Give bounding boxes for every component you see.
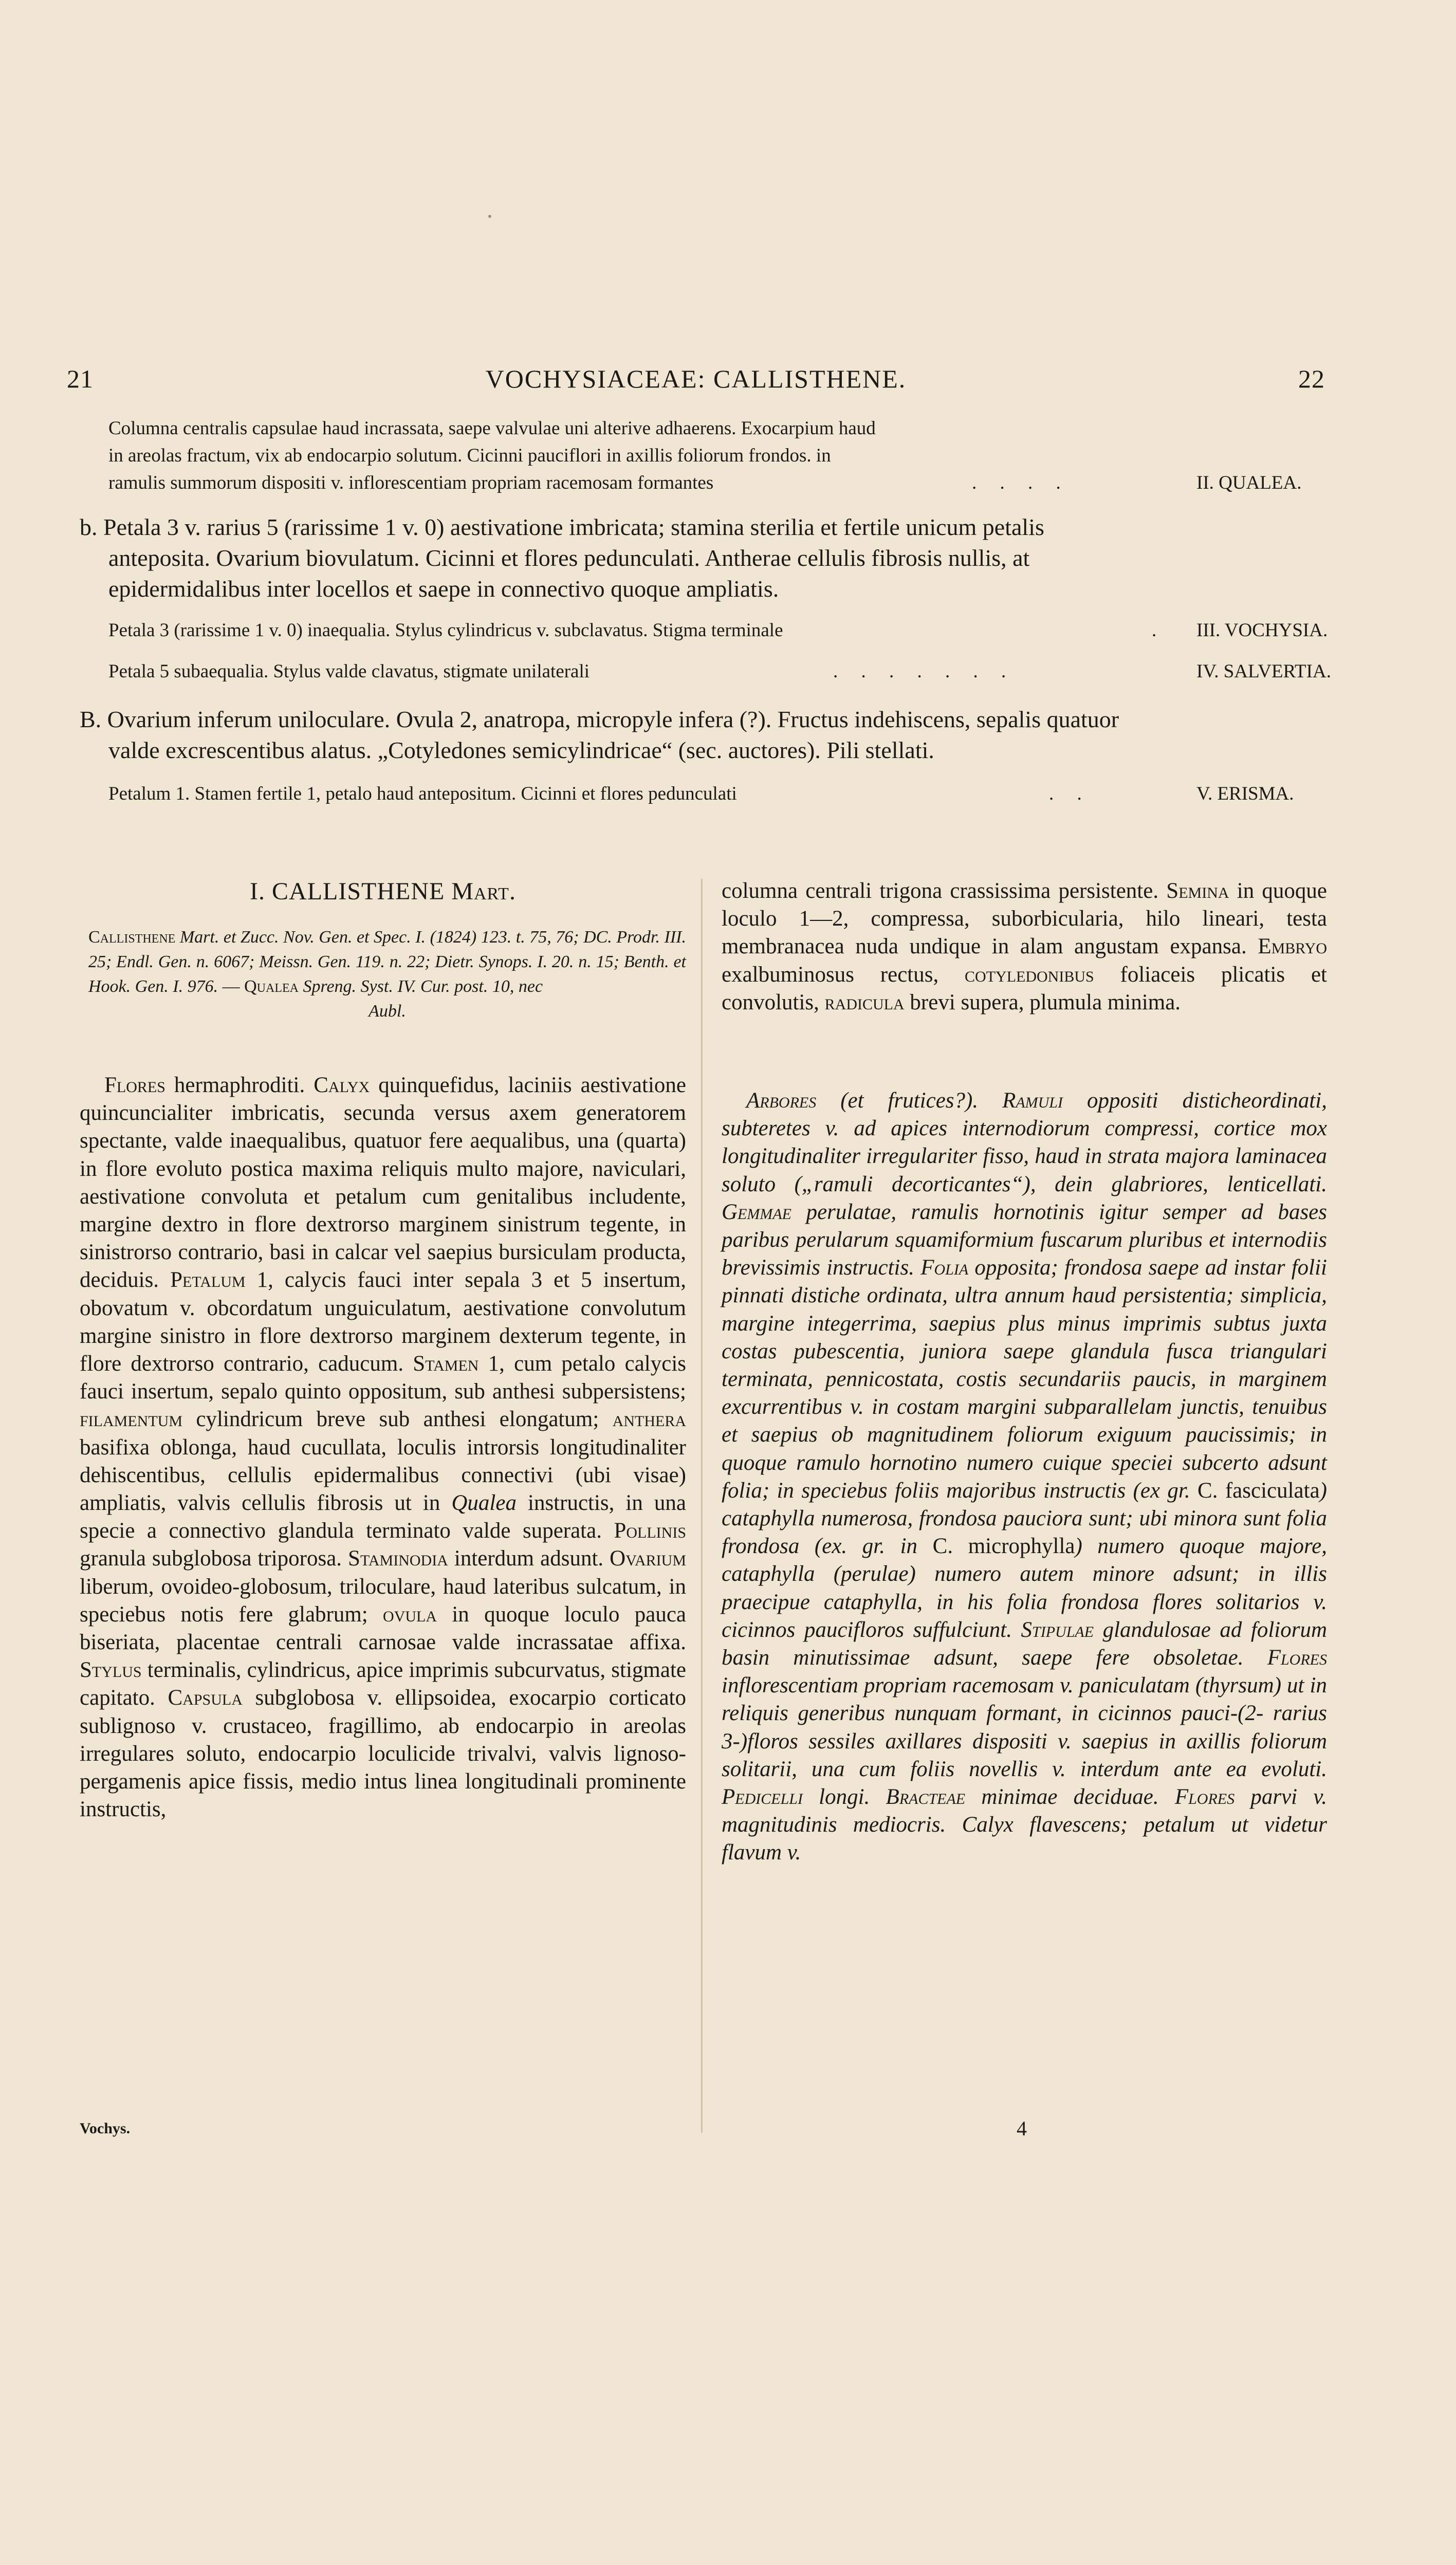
- genus-description-right-top: [722, 877, 1327, 1017]
- key-salvertia-line: [108, 658, 1331, 685]
- genus-description-left: [80, 1072, 686, 1823]
- key-qualea-genus: II. QUALEA.: [1196, 472, 1302, 493]
- key-qualea-line-3: [108, 469, 1302, 496]
- key-erisma-text: Petalum 1. Stamen fertile 1, petalo haud antepositum. Cicinni et flores pedunculati: [108, 783, 737, 804]
- key-qualea-line-1: Columna centralis capsulae haud incrassata, saepe valvulae uni alterive adhaerens. Exocarpium haud: [108, 418, 876, 439]
- column-divider: [701, 879, 703, 2133]
- description-right-top-text: columna centrali trigona crassissima persistente. Semina in quoque loculo 1—2, compressa, suborbicularia, hilo lineari, testa membranacea nuda undique in alam angustam expansa. Embryo exalbuminosus rectus, cotyledonibus foliaceis plicatis et convolutis, radicula brevi supera, plumula minima.: [722, 879, 1328, 1014]
- key-vochysia-line: [108, 617, 1328, 644]
- running-title: VOCHYSIACEAE: CALLISTHENE.: [485, 364, 907, 393]
- key-b-line-1: b. Petala 3 v. rarius 5 (rarissime 1 v. 0) aestivatione imbricata; stamina sterilia et fertile unicum petalis: [80, 514, 1044, 540]
- key-erisma-genus: V. ERISMA.: [1196, 783, 1294, 804]
- genus-author: Mart.: [451, 878, 516, 905]
- key-B-line-2: valde excrescentibus alatus. „Cotyledones semicylindricae“ (sec. auctores). Pili stellati.: [108, 737, 934, 763]
- running-header: [67, 364, 1325, 400]
- synonymy-text: Callisthene Mart. et Zucc. Nov. Gen. et Spec. I. (1824) 123. t. 75, 76; DC. Prodr. III. 25; Endl. Gen. n. 6067; Meissn. Gen. 119. n. 22; Dietr. Synops. I. 20. n. 15; Benth. et Hook. Gen. I. 976. — Qualea Spreng. Syst. IV. Cur. post. 10, nec: [88, 928, 687, 996]
- key-erisma-dots: . .: [1049, 783, 1091, 804]
- genus-name: I. CALLISTHENE: [250, 878, 445, 905]
- key-erisma-line: [108, 780, 1294, 807]
- synonymy-last-line: Aubl.: [368, 1002, 406, 1021]
- key-qualea-line-3-text: ramulis summorum dispositi v. inflorescentiam propriam racemosam formantes: [108, 472, 714, 493]
- sheet-number: 4: [1017, 2117, 1027, 2140]
- description-right-text: Arbores (et frutices?). Ramuli oppositi disticheordinati, subteretes v. ad apices internodiorum compressi, cortice mox longitudinaliter irregulariter fisso, haud in strata majora laminacea soluto („ramuli decorticantes“), dein glabriores, lenticellati. Gemmae perulatae, ramulis hornotinis igitur semper ad bases paribus perularum squamiformium fuscarum pluribus et internodiis brevissimis instructis. Folia opposita; frondosa saepe ad instar folii pinnati distiche ordinata, ultra annum haud persistentia; simplicia, margine integerrima, saepius plus minus imprimis subtus juxta costas pubescentia, juniora saepe glandula fusca triangulari terminata, pennicostata, costis secundariis paucis, in marginem excurrentibus v. in costam margini subparallelam junctis, tenuibus et saepius ob magnitudinem foliorum exiguum paucissimis; in quoque ramulo hornotino numero cuique speciei subcerto adsunt folia; in speciebus foliis majoribus instructis (ex gr. C. fasciculata) cataphylla numerosa, frondosa pauciora sunt; ubi minora sunt folia frondosa (ex. gr. in C. microphylla) numero quoque majore, cataphylla (perulae) numero autem minore adsunt; in illis praecipue cataphylla, in his folia frondosa flores solitarios v. cicinnos paucifloros suffulciunt. Stipulae glandulosae ad foliorum basin minutissimae adsunt, saepe fere obsoletae. Flores inflorescentiam propriam racemosam v. paniculatam (thyrsum) ut in reliquis generibus nunquam formant, in cicinnos pauci-(2- rarius 3-)floros sessiles axillares dispositi v. saepius in axillis foliorum solitarii, una cum foliis novellis v. interdum ante ea evoluti. Pedicelli longi. Bracteae minimae deciduae. Flores parvi v. magnitudinis mediocris. Calyx flavescens; petalum ut videtur flavum v.: [722, 1088, 1327, 1865]
- key-salvertia-dots: . . . . . . .: [833, 661, 1016, 682]
- key-salvertia-genus: IV. SALVERTIA.: [1196, 661, 1331, 682]
- key-b-line-3: epidermidalibus inter locellos et saepe in connectivo quoque ampliatis.: [108, 576, 779, 602]
- key-qualea-dots: . . . .: [972, 472, 1070, 493]
- page-number-right: 22: [1298, 364, 1325, 393]
- genus-description-right: [722, 1087, 1327, 1867]
- signature-mark: Vochys.: [80, 2120, 131, 2137]
- synonymy-block: [88, 925, 686, 1024]
- key-qualea-line-2: in areolas fractum, vix ab endocarpio solutum. Cicinni pauciflori in axillis foliorum frondos. in: [108, 445, 831, 466]
- key-B-line-1: B. Ovarium inferum uniloculare. Ovula 2, anatropa, micropyle infera (?). Fructus indehiscens, sepalis quatuor: [80, 706, 1119, 732]
- key-vochysia-genus: III. VOCHYSIA.: [1196, 620, 1328, 641]
- key-vochysia-dots: .: [1152, 620, 1157, 641]
- key-vochysia-text: Petala 3 (rarissime 1 v. 0) inaequalia. Stylus cylindricus v. subclavatus. Stigma terminale: [108, 620, 783, 641]
- speck-mark: [488, 215, 491, 218]
- description-left-text: Flores hermaphroditi. Calyx quinquefidus, laciniis aestivatione quincuncialiter imbricatis, secunda versus axem generatorem spectante, valde inaequalibus, quatuor fere aequalibus, una (quarta) in flore evoluto postica maxima reliquis multo majore, naviculari, aestivatione convoluta et petalum cum genitalibus includente, margine dextro in flore dextrorso marginem sinistrum tegente, in sinistrorso contrario, basi in calcar vel saepius bursiculam producta, deciduis. Petalum 1, calycis fauci inter sepala 3 et 5 insertum, obovatum v. obcordatum unguiculatum, aestivatione convolutum margine sinistro in flore dextrorso marginem dexterum tegente, in flore dextrorso contrario, caducum. Stamen 1, cum petalo calycis fauci insertum, sepalo quinto oppositum, sub anthesi subpersistens; filamentum cylindricum breve sub anthesi elongatum; anthera basifixa oblonga, haud cucullata, loculis introrsis longitudinaliter dehiscentibus, cellulis epidermalibus connectivi (ubi visae) ampliatis, valvis cellulis fibrosis ut in Qualea instructis, in una specie a connectivo glandula terminato valde superata. Pollinis granula subglobosa triporosa. Staminodia interdum adsunt. Ovarium liberum, ovoideo-globosum, triloculare, haud lateribus sulcatum, in speciebus notis fere glabrum; ovula in quoque loculo pauca biseriata, placentae centrali carnosae valde incrassatae affixa. Stylus terminalis, cylindricus, apice imprimis subcurvatus, stigmate capitato. Capsula subglobosa v. ellipsoidea, exocarpio corticato sublignoso v. crustaceo, fragillimo, ab endocarpio in areolas irregulares soluto, endocarpio loculicide trivalvi, valvis lignoso-pergamenis apice fissis, medio intus linea longitudinali prominente instructis,: [80, 1073, 687, 1822]
- page-number-left: 21: [67, 364, 94, 393]
- key-b-line-2: anteposita. Ovarium biovulatum. Cicinni et flores pedunculati. Antherae cellulis fibrosis nullis, at: [108, 545, 1030, 571]
- key-salvertia-text: Petala 5 subaequalia. Stylus valde clavatus, stigmate unilaterali: [108, 661, 590, 682]
- genus-heading: [80, 877, 686, 906]
